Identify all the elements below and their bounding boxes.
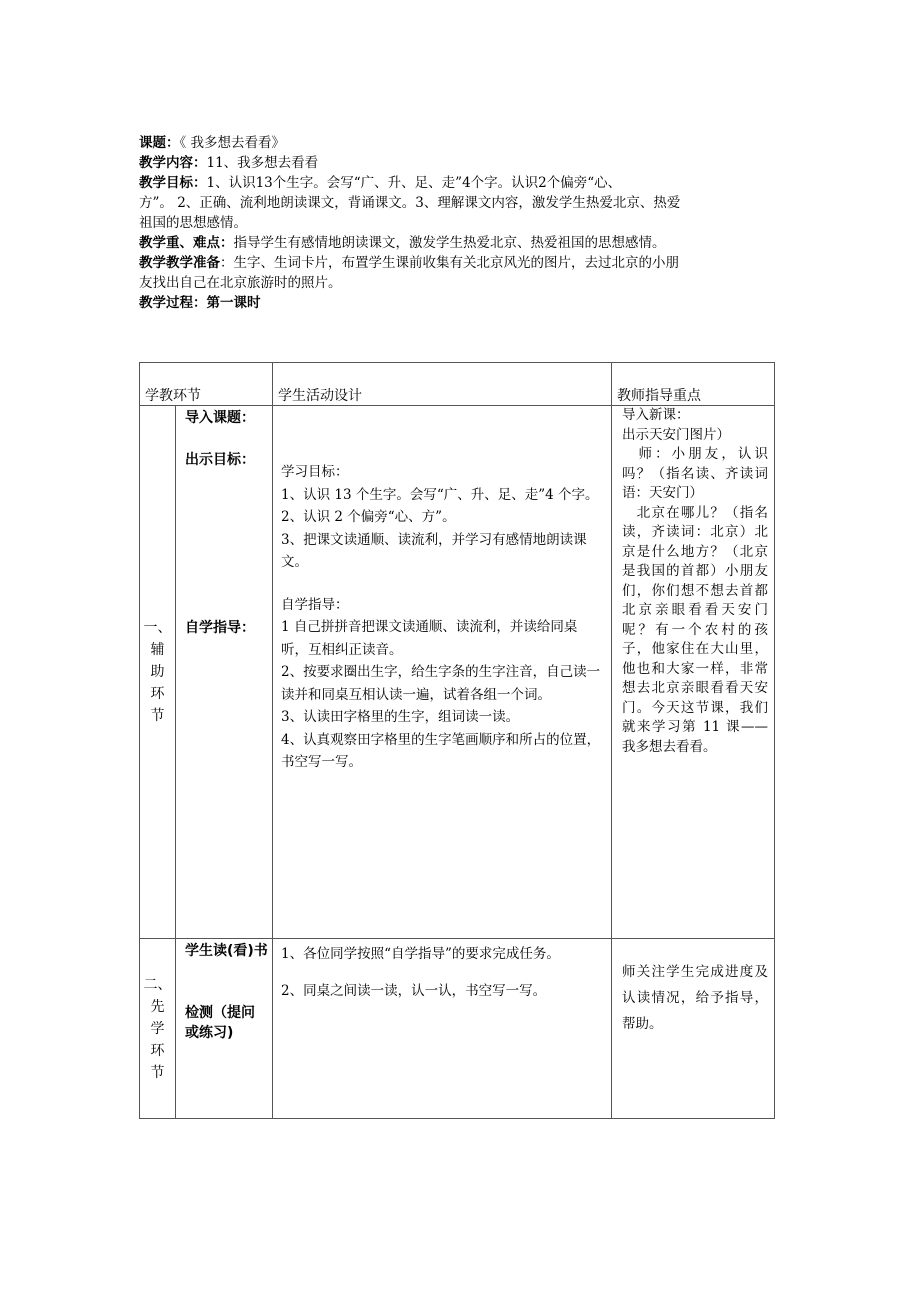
table-row-section-1 [140,406,775,939]
teacher-focus-1 [612,406,775,939]
section-label-1 [140,406,176,939]
goal-item: 1、认识 13 个生字。会写“广、升、足、走”4 个字。 [281,486,599,503]
lesson-goals-line-3: 祖国的思想感情。 [139,215,247,231]
table-row-section-2 [140,939,775,1119]
lesson-goals-line-2: 方”。 2、正确、流利地朗读课文，背诵课文。3、理解课文内容，激发学生热爱北京、热爱 [139,195,681,211]
sub-step-check: 检测（提问或练习) [185,1005,255,1041]
column-header-student-activity: 学生活动设计 [273,363,612,406]
section-char: 二、 [143,976,172,993]
lesson-content-line [139,153,779,173]
section-char: 学 [150,1020,165,1037]
section-char: 环 [150,1042,165,1059]
keypoints-value: 指导学生有感情地朗读课文，激发学生热爱北京、热爱祖国的思想感情。 [233,235,666,251]
column-header-stage: 学教环节 [140,363,273,406]
teacher-line: 出示天安门图片） [622,426,730,443]
activity-item: 1、各位同学按照“自学指导”的要求完成任务。 [281,946,560,962]
section-char: 先 [150,998,165,1015]
keypoints-label: 教学重、难点： [139,235,234,251]
content-value: 11、我多想去看看 [206,155,319,171]
guide-item: 3、认读田字格里的生字，组词读一读。 [281,709,520,725]
goal-item: 3、把课文读通顺、读流利，并学习有感情地朗读课文。 [281,531,587,570]
section-char: 节 [150,708,165,724]
guide-item: 2、按要求圈出生字，给生字条的生字注音，自己读一读并和同桌互相认读一遍，试着各组一个词。 [281,664,601,703]
teacher-line: 北京在哪儿？（指名读，齐读词：北京）北京是什么地方？（北京是我国的首都）小朋友们，你们想不想去首都北京亲眼看看天安门呢？有一个农村的孩子，他家住在大山里，他也和大家一样，非常想去北京亲眼看看天安门。今天这节课，我们就来学习第 11 课——我多想去看看。 [622,504,768,755]
lesson-goals-line [139,173,779,193]
teacher-line: 师关注学生完成进度及认读情况，给予指导，帮助。 [622,964,768,1032]
sub-step-self-study: 自学指导： [185,620,255,636]
lesson-prep-line-2: 友找出自己在北京旅游时的照片。 [139,275,342,291]
title-label: 课题： [139,135,180,151]
section-label-2 [140,939,176,1119]
prep-label: 教学教学准备 [139,255,220,271]
student-activities-1 [273,406,612,939]
sub-step-read: 学生读(看)书 [185,943,268,959]
sub-step-goals: 出示目标： [185,452,255,468]
section-char: 环 [150,686,165,702]
goals-label: 教学目标： [139,175,207,191]
activity-item: 2、同桌之间读一读，认一认，书空写一写。 [281,982,547,999]
prep-value-1: ：生字、生词卡片，布置学生课前收集有关北京风光的图片，去过北京的小朋 [220,255,679,271]
teacher-line: 师：小朋友，认识吗？（指名读、齐读词语：天安门） [622,446,768,501]
sub-steps-2 [176,939,273,1119]
title-value: 《 我多想去看看》 [179,135,286,151]
teacher-focus-2 [612,939,775,1119]
guide-heading: 自学指导： [281,596,349,613]
student-activities-2 [273,939,612,1119]
sub-steps-1 [176,406,273,939]
lesson-plan-table [139,362,775,1119]
lesson-process-label: 教学过程：第一课时 [139,295,261,311]
sub-step-intro: 导入课题： [185,410,255,426]
lesson-keypoints-line [139,233,779,253]
lesson-header [139,133,779,313]
goals-value-1: 1、认识13个生字。会写“广、升、足、走”4个字。认识2个偏旁“心、 [206,175,622,191]
teacher-line: 导入新课： [622,407,690,423]
column-header-teacher-focus: 教师指导重点 [612,363,775,406]
goals-heading: 学习目标： [281,464,349,480]
guide-item: 1 自己拼拼音把课文读通顺、读流利，并读给同桌听，互相纠正读音。 [281,619,578,658]
guide-item: 4、认真观察田字格里的生字笔画顺序和所占的位置，书空写一写。 [281,731,601,770]
table-header-row [140,363,775,406]
section-char: 辅 [150,642,165,658]
lesson-title-line [139,133,779,153]
section-char: 助 [150,664,165,680]
section-char: 节 [150,1064,165,1081]
content-label: 教学内容： [139,155,207,171]
lesson-prep-line [139,253,779,273]
section-char: 一、 [143,620,172,636]
goal-item: 2、认识 2 个偏旁“心、方”。 [281,509,456,525]
